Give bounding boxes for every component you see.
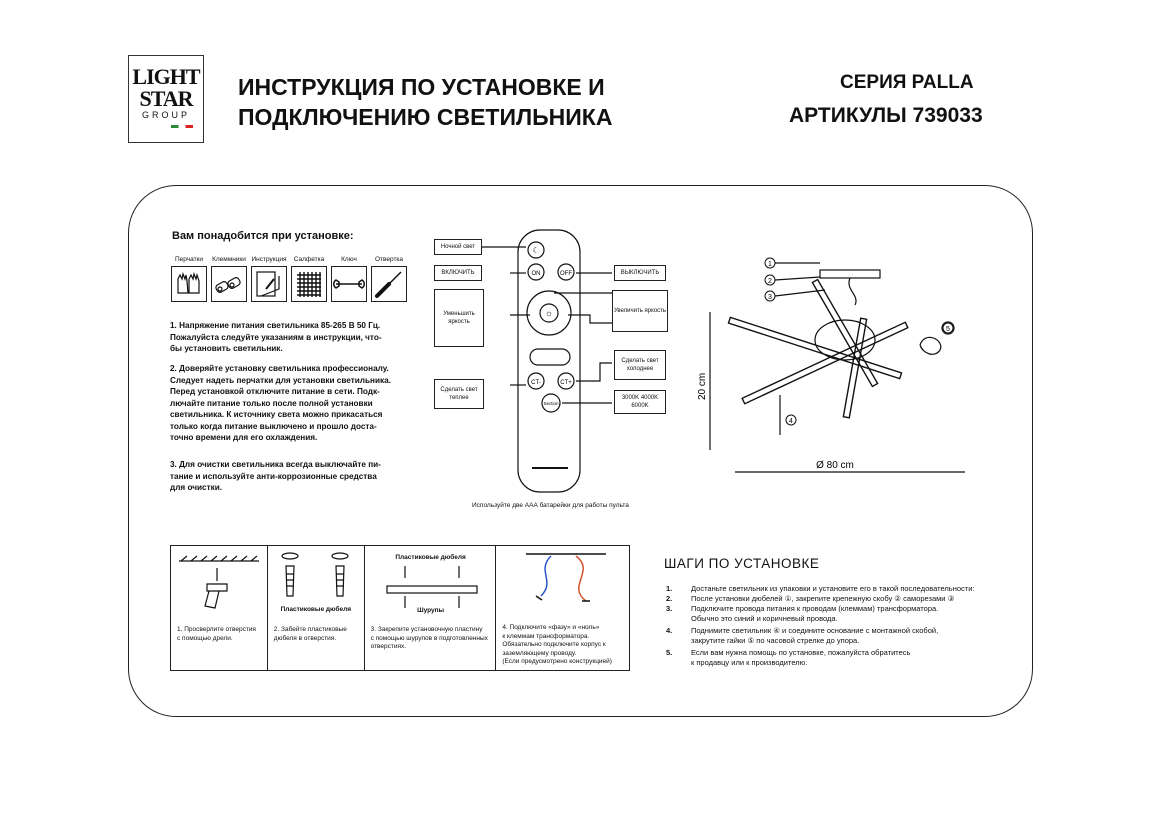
arm-4 bbox=[843, 318, 866, 418]
text-line: бы установить светильник. bbox=[170, 344, 283, 353]
label-cold: Сделать свет холоднее bbox=[614, 350, 666, 380]
label-warm: Сделать свет теплее bbox=[434, 379, 484, 409]
install-panel-1 bbox=[171, 546, 268, 670]
section-button-text: Section bbox=[543, 401, 559, 406]
logo-line-2: STAR bbox=[139, 86, 193, 111]
text-line: только когда питание выключено и прошло доста- bbox=[170, 421, 377, 431]
remote-body bbox=[518, 230, 580, 492]
callout-4: 4 bbox=[789, 418, 793, 425]
terminals-icon bbox=[212, 267, 246, 301]
brand-logo bbox=[128, 55, 204, 143]
cold-connector bbox=[576, 363, 612, 381]
off-button-text: OFF bbox=[560, 271, 572, 277]
callout-1: 1 bbox=[768, 261, 772, 268]
fixture-drawing bbox=[695, 250, 995, 480]
article-label: АРТИКУЛЫ 739033 bbox=[789, 104, 983, 127]
logo-line-1: LIGHT bbox=[132, 64, 200, 89]
paragraph-2 bbox=[170, 363, 402, 444]
tool-gloves bbox=[170, 256, 208, 302]
text-line: Следует надеть перчатки для установки светильника. bbox=[170, 375, 391, 385]
text-line: тание и используйте анти-коррозионные средства bbox=[170, 471, 377, 481]
tool-screwdriver bbox=[370, 256, 408, 302]
gloves-icon bbox=[172, 267, 206, 301]
tool-label: Перчатки bbox=[174, 256, 204, 263]
text-line: лючайте питание только после полной установки bbox=[170, 398, 373, 408]
install-panel-2 bbox=[268, 546, 365, 670]
dowel-illustration bbox=[268, 546, 364, 606]
text-line: для очистки. bbox=[170, 483, 223, 492]
cloth-icon bbox=[292, 267, 326, 301]
ct-minus-text: CT- bbox=[531, 380, 541, 386]
arm-1 bbox=[728, 317, 901, 378]
on-button-text: ON bbox=[531, 271, 541, 277]
panel-caption: 2. Забейте пластиковые дюбеля в отверстия. bbox=[273, 626, 347, 642]
tool-terminals bbox=[210, 256, 248, 302]
label-bright: Увеличить яркость bbox=[612, 290, 668, 332]
label-on: ВКЛЮЧИТЬ bbox=[434, 265, 482, 281]
tool-wrench bbox=[330, 256, 368, 302]
ct-plus-text: CT+ bbox=[560, 380, 572, 386]
height-label: 20 cm bbox=[697, 372, 708, 400]
tool-label: Ключ bbox=[341, 256, 357, 263]
tools-row bbox=[170, 256, 408, 302]
label-night: Ночной свет bbox=[434, 239, 482, 255]
arm-2 bbox=[742, 322, 908, 404]
night-icon: ☾ bbox=[532, 246, 540, 255]
page-title: ИНСТРУКЦИЯ ПО УСТАНОВКЕ И ПОДКЛЮЧЕНИЮ СВЕТИЛЬНИКА bbox=[238, 74, 613, 130]
text-line: Пожалуйста следуйте указаниям в инструкции, что- bbox=[170, 332, 382, 342]
arm-3 bbox=[812, 280, 877, 387]
tool-label: Отвертка bbox=[374, 256, 404, 263]
screws-label: Шурупы bbox=[417, 607, 445, 614]
tools-heading: Вам понадобится при установке: bbox=[172, 230, 354, 242]
callout-5: 5 bbox=[946, 326, 950, 333]
dowels-label: Пластиковые дюбеля bbox=[280, 606, 352, 613]
section-pill bbox=[530, 349, 570, 365]
tool-label: Инструкция bbox=[251, 256, 287, 263]
paragraph-1 bbox=[170, 320, 402, 355]
series-label: СЕРИЯ PALLA bbox=[840, 72, 974, 93]
label-off: ВЫКЛЮЧИТЬ bbox=[614, 265, 666, 281]
panel-caption: 3. Закрепите установочную пластину с помощью шурупов в подготовленных отверстиях. bbox=[370, 626, 488, 650]
dowels-label: Пластиковые дюбеля bbox=[395, 554, 466, 561]
tool-label: Салфетка bbox=[293, 256, 325, 263]
hand-icon bbox=[920, 337, 941, 354]
panel-caption: 1. Просверлите отверстия с помощью дрели. bbox=[177, 626, 256, 642]
text-line: 1. Напряжение питания светильника 85-265 В 50 Гц. bbox=[170, 321, 381, 330]
install-panel-3 bbox=[365, 546, 497, 670]
battery-note: Используйте две ААА батарейки для работы пульта bbox=[472, 502, 629, 509]
wrench-icon bbox=[332, 267, 366, 301]
label-dim: Уменьшить яркость bbox=[434, 289, 484, 347]
flag-stripe bbox=[171, 125, 193, 128]
tool-manual bbox=[250, 256, 288, 302]
callout-3: 3 bbox=[768, 294, 772, 301]
drill-illustration bbox=[171, 546, 267, 616]
tool-label: Клеммники bbox=[212, 256, 246, 263]
install-panel-4 bbox=[496, 546, 629, 670]
tool-cloth bbox=[290, 256, 328, 302]
bright-connector bbox=[568, 315, 612, 323]
logo-line-3: GROUP bbox=[141, 110, 190, 120]
panel-caption: 4. Подключите «фазу» и «ноль» к клеммам трансформатора. Обязательно подключите корпус к заземляющему проводу. (Если предусмотрено конструкцией) bbox=[502, 624, 612, 665]
wire bbox=[849, 278, 856, 305]
mounting-bracket bbox=[820, 270, 880, 278]
manual-icon bbox=[252, 267, 286, 301]
wiring-illustration bbox=[496, 546, 628, 621]
label-temps: 3000K 4000K 6000K bbox=[614, 390, 666, 414]
sun-icon: ☼ bbox=[544, 308, 554, 318]
text-line: светильника. К источнику света можно прикасаться bbox=[170, 410, 383, 419]
diameter-label: Ø 80 cm bbox=[816, 460, 854, 471]
paragraph-3 bbox=[170, 459, 402, 494]
screwdriver-icon bbox=[372, 267, 406, 301]
text-line: точно времени для его охлаждения. bbox=[170, 433, 318, 442]
callout-2-leader bbox=[775, 277, 820, 280]
text-line: Перед установкой отключите питание в сети. Подк- bbox=[170, 387, 380, 396]
text-line: 3. Для очистки светильника всегда выключайте пи- bbox=[170, 460, 381, 469]
steps-title: ШАГИ ПО УСТАНОВКЕ bbox=[664, 556, 820, 571]
callout-2: 2 bbox=[768, 278, 772, 285]
text-line: 2. Доверяйте установку светильника профессионалу. bbox=[170, 364, 389, 373]
install-panels bbox=[170, 545, 630, 671]
